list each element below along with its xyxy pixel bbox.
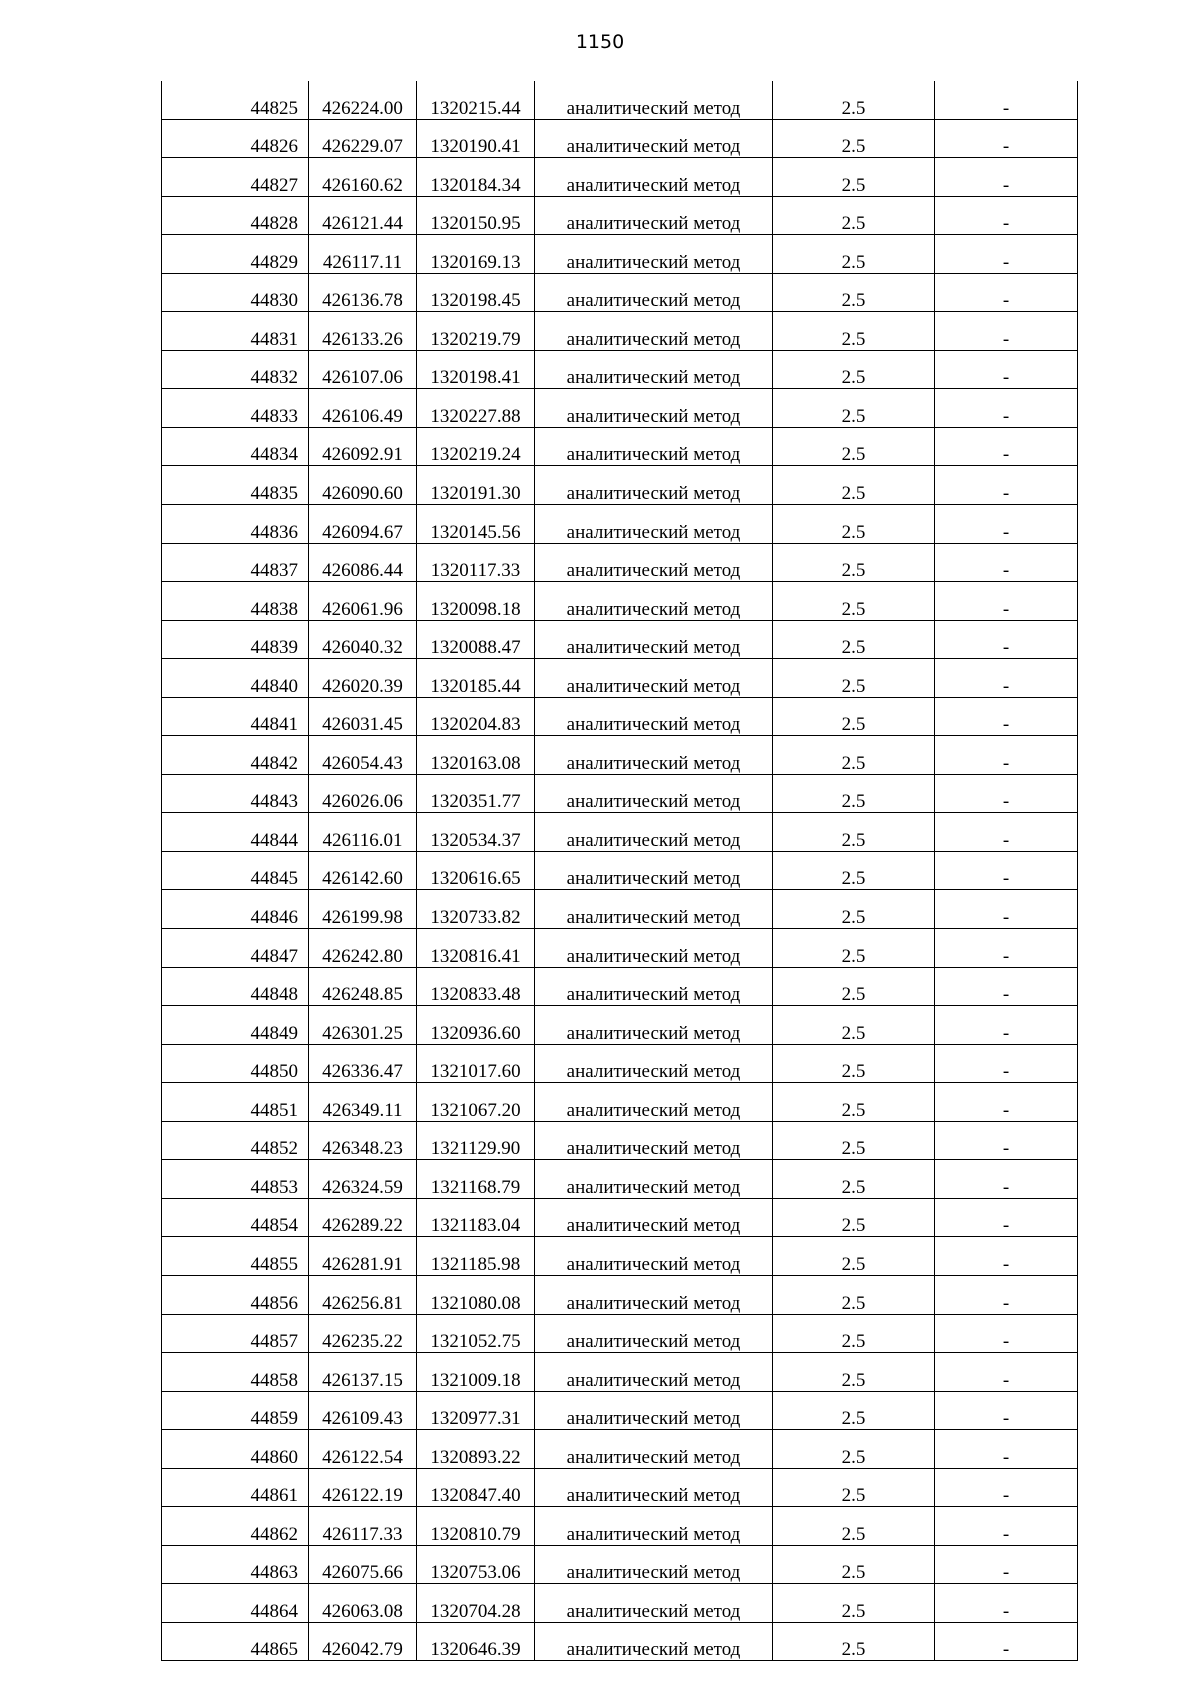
method-cell: аналитический метод [535,1006,773,1045]
point-number-cell: 44863 [162,1545,309,1584]
method-cell: аналитический метод [535,427,773,466]
point-number-cell: 44840 [162,659,309,698]
y-coordinate-cell: 1320198.45 [417,273,535,312]
x-coordinate-cell: 426142.60 [309,851,417,890]
method-cell: аналитический метод [535,890,773,929]
point-number-cell: 44829 [162,235,309,274]
point-number-cell: 44841 [162,697,309,736]
x-coordinate-cell: 426092.91 [309,427,417,466]
accuracy-cell: 2.5 [773,466,935,505]
point-number-cell: 44864 [162,1584,309,1623]
table-row [162,851,1078,890]
y-coordinate-cell: 1320204.83 [417,697,535,736]
point-number-cell: 44845 [162,851,309,890]
note-cell: - [935,659,1078,698]
x-coordinate-cell: 426248.85 [309,967,417,1006]
table-row [162,813,1078,852]
x-coordinate-cell: 426137.15 [309,1353,417,1392]
table-row [162,119,1078,158]
y-coordinate-cell: 1320219.79 [417,312,535,351]
accuracy-cell: 2.5 [773,1353,935,1392]
accuracy-cell: 2.5 [773,158,935,197]
point-number-cell: 44855 [162,1237,309,1276]
point-number-cell: 44825 [162,81,309,119]
accuracy-cell: 2.5 [773,1121,935,1160]
y-coordinate-cell: 1320088.47 [417,620,535,659]
point-number-cell: 44836 [162,505,309,544]
note-cell: - [935,929,1078,968]
y-coordinate-cell: 1320163.08 [417,736,535,775]
y-coordinate-cell: 1320753.06 [417,1545,535,1584]
point-number-cell: 44858 [162,1353,309,1392]
accuracy-cell: 2.5 [773,273,935,312]
y-coordinate-cell: 1321017.60 [417,1044,535,1083]
method-cell: аналитический метод [535,1237,773,1276]
x-coordinate-cell: 426075.66 [309,1545,417,1584]
table-row [162,620,1078,659]
y-coordinate-cell: 1320351.77 [417,774,535,813]
note-cell: - [935,312,1078,351]
method-cell: аналитический метод [535,582,773,621]
note-cell: - [935,851,1078,890]
table-row [162,736,1078,775]
method-cell: аналитический метод [535,1468,773,1507]
note-cell: - [935,1507,1078,1546]
method-cell: аналитический метод [535,81,773,119]
x-coordinate-cell: 426160.62 [309,158,417,197]
point-number-cell: 44861 [162,1468,309,1507]
y-coordinate-cell: 1321067.20 [417,1083,535,1122]
point-number-cell: 44851 [162,1083,309,1122]
y-coordinate-cell: 1321080.08 [417,1275,535,1314]
method-cell: аналитический метод [535,196,773,235]
note-cell: - [935,1314,1078,1353]
y-coordinate-cell: 1320704.28 [417,1584,535,1623]
note-cell: - [935,119,1078,158]
table-row [162,659,1078,698]
table-row [162,1430,1078,1469]
y-coordinate-cell: 1320733.82 [417,890,535,929]
x-coordinate-cell: 426289.22 [309,1198,417,1237]
y-coordinate-cell: 1320098.18 [417,582,535,621]
x-coordinate-cell: 426348.23 [309,1121,417,1160]
method-cell: аналитический метод [535,774,773,813]
accuracy-cell: 2.5 [773,119,935,158]
note-cell: - [935,505,1078,544]
table-row [162,1314,1078,1353]
note-cell: - [935,774,1078,813]
accuracy-cell: 2.5 [773,1507,935,1546]
x-coordinate-cell: 426242.80 [309,929,417,968]
x-coordinate-cell: 426349.11 [309,1083,417,1122]
x-coordinate-cell: 426061.96 [309,582,417,621]
y-coordinate-cell: 1321052.75 [417,1314,535,1353]
x-coordinate-cell: 426235.22 [309,1314,417,1353]
table-row [162,582,1078,621]
y-coordinate-cell: 1321129.90 [417,1121,535,1160]
y-coordinate-cell: 1320893.22 [417,1430,535,1469]
table-row [162,505,1078,544]
table-row [162,196,1078,235]
y-coordinate-cell: 1320616.65 [417,851,535,890]
table-row [162,543,1078,582]
y-coordinate-cell: 1321168.79 [417,1160,535,1199]
x-coordinate-cell: 426224.00 [309,81,417,119]
page-number: 1150 [575,31,625,53]
y-coordinate-cell: 1321185.98 [417,1237,535,1276]
point-number-cell: 44844 [162,813,309,852]
method-cell: аналитический метод [535,1121,773,1160]
note-cell: - [935,81,1078,119]
y-coordinate-cell: 1320191.30 [417,466,535,505]
note-cell: - [935,1468,1078,1507]
accuracy-cell: 2.5 [773,1275,935,1314]
point-number-cell: 44843 [162,774,309,813]
table-row [162,1121,1078,1160]
method-cell: аналитический метод [535,312,773,351]
method-cell: аналитический метод [535,119,773,158]
accuracy-cell: 2.5 [773,427,935,466]
note-cell: - [935,466,1078,505]
note-cell: - [935,273,1078,312]
method-cell: аналитический метод [535,1275,773,1314]
note-cell: - [935,389,1078,428]
method-cell: аналитический метод [535,697,773,736]
table-row [162,1006,1078,1045]
table-row [162,1545,1078,1584]
note-cell: - [935,582,1078,621]
accuracy-cell: 2.5 [773,81,935,119]
x-coordinate-cell: 426117.11 [309,235,417,274]
y-coordinate-cell: 1320117.33 [417,543,535,582]
table-row [162,427,1078,466]
table-row [162,1391,1078,1430]
y-coordinate-cell: 1320215.44 [417,81,535,119]
accuracy-cell: 2.5 [773,543,935,582]
point-number-cell: 44831 [162,312,309,351]
point-number-cell: 44832 [162,350,309,389]
x-coordinate-cell: 426117.33 [309,1507,417,1546]
accuracy-cell: 2.5 [773,196,935,235]
accuracy-cell: 2.5 [773,620,935,659]
table-row [162,890,1078,929]
method-cell: аналитический метод [535,967,773,1006]
table-row [162,1198,1078,1237]
note-cell: - [935,196,1078,235]
accuracy-cell: 2.5 [773,1006,935,1045]
note-cell: - [935,890,1078,929]
accuracy-cell: 2.5 [773,1622,935,1661]
y-coordinate-cell: 1320847.40 [417,1468,535,1507]
point-number-cell: 44856 [162,1275,309,1314]
method-cell: аналитический метод [535,929,773,968]
note-cell: - [935,1198,1078,1237]
y-coordinate-cell: 1320646.39 [417,1622,535,1661]
table-row [162,1353,1078,1392]
method-cell: аналитический метод [535,1314,773,1353]
accuracy-cell: 2.5 [773,851,935,890]
x-coordinate-cell: 426063.08 [309,1584,417,1623]
accuracy-cell: 2.5 [773,235,935,274]
table-row [162,350,1078,389]
y-coordinate-cell: 1320833.48 [417,967,535,1006]
accuracy-cell: 2.5 [773,929,935,968]
point-number-cell: 44826 [162,119,309,158]
method-cell: аналитический метод [535,1198,773,1237]
x-coordinate-cell: 426106.49 [309,389,417,428]
y-coordinate-cell: 1320977.31 [417,1391,535,1430]
y-coordinate-cell: 1320816.41 [417,929,535,968]
y-coordinate-cell: 1320936.60 [417,1006,535,1045]
point-number-cell: 44828 [162,196,309,235]
note-cell: - [935,235,1078,274]
table-row [162,1044,1078,1083]
x-coordinate-cell: 426107.06 [309,350,417,389]
table-row [162,1083,1078,1122]
x-coordinate-cell: 426301.25 [309,1006,417,1045]
accuracy-cell: 2.5 [773,582,935,621]
y-coordinate-cell: 1320169.13 [417,235,535,274]
table-row [162,273,1078,312]
table-row [162,774,1078,813]
x-coordinate-cell: 426336.47 [309,1044,417,1083]
note-cell: - [935,736,1078,775]
y-coordinate-cell: 1320534.37 [417,813,535,852]
x-coordinate-cell: 426133.26 [309,312,417,351]
note-cell: - [935,1237,1078,1276]
note-cell: - [935,620,1078,659]
y-coordinate-cell: 1321183.04 [417,1198,535,1237]
table-row [162,1160,1078,1199]
point-number-cell: 44838 [162,582,309,621]
table-row [162,81,1078,119]
table-row [162,466,1078,505]
accuracy-cell: 2.5 [773,1430,935,1469]
note-cell: - [935,1160,1078,1199]
note-cell: - [935,427,1078,466]
point-number-cell: 44853 [162,1160,309,1199]
method-cell: аналитический метод [535,1430,773,1469]
method-cell: аналитический метод [535,389,773,428]
accuracy-cell: 2.5 [773,1391,935,1430]
table-row [162,697,1078,736]
note-cell: - [935,967,1078,1006]
table-row [162,1468,1078,1507]
y-coordinate-cell: 1320227.88 [417,389,535,428]
accuracy-cell: 2.5 [773,736,935,775]
x-coordinate-cell: 426090.60 [309,466,417,505]
x-coordinate-cell: 426324.59 [309,1160,417,1199]
accuracy-cell: 2.5 [773,389,935,428]
method-cell: аналитический метод [535,1507,773,1546]
x-coordinate-cell: 426086.44 [309,543,417,582]
accuracy-cell: 2.5 [773,659,935,698]
method-cell: аналитический метод [535,1083,773,1122]
method-cell: аналитический метод [535,505,773,544]
point-number-cell: 44846 [162,890,309,929]
method-cell: аналитический метод [535,158,773,197]
method-cell: аналитический метод [535,273,773,312]
note-cell: - [935,1275,1078,1314]
note-cell: - [935,543,1078,582]
point-number-cell: 44852 [162,1121,309,1160]
accuracy-cell: 2.5 [773,890,935,929]
note-cell: - [935,1083,1078,1122]
method-cell: аналитический метод [535,736,773,775]
point-number-cell: 44827 [162,158,309,197]
method-cell: аналитический метод [535,1044,773,1083]
accuracy-cell: 2.5 [773,505,935,544]
y-coordinate-cell: 1320198.41 [417,350,535,389]
method-cell: аналитический метод [535,620,773,659]
method-cell: аналитический метод [535,350,773,389]
method-cell: аналитический метод [535,851,773,890]
accuracy-cell: 2.5 [773,813,935,852]
table-row [162,1584,1078,1623]
x-coordinate-cell: 426020.39 [309,659,417,698]
y-coordinate-cell: 1320810.79 [417,1507,535,1546]
x-coordinate-cell: 426109.43 [309,1391,417,1430]
accuracy-cell: 2.5 [773,1083,935,1122]
method-cell: аналитический метод [535,1622,773,1661]
y-coordinate-cell: 1320185.44 [417,659,535,698]
note-cell: - [935,1006,1078,1045]
table-row [162,1622,1078,1661]
method-cell: аналитический метод [535,1584,773,1623]
note-cell: - [935,1430,1078,1469]
accuracy-cell: 2.5 [773,1545,935,1584]
point-number-cell: 44857 [162,1314,309,1353]
table-row [162,158,1078,197]
note-cell: - [935,813,1078,852]
method-cell: аналитический метод [535,466,773,505]
table-body [162,81,1078,1661]
y-coordinate-cell: 1320219.24 [417,427,535,466]
note-cell: - [935,1121,1078,1160]
x-coordinate-cell: 426229.07 [309,119,417,158]
method-cell: аналитический метод [535,235,773,274]
note-cell: - [935,1545,1078,1584]
method-cell: аналитический метод [535,543,773,582]
x-coordinate-cell: 426116.01 [309,813,417,852]
point-number-cell: 44842 [162,736,309,775]
note-cell: - [935,1584,1078,1623]
point-number-cell: 44862 [162,1507,309,1546]
accuracy-cell: 2.5 [773,697,935,736]
accuracy-cell: 2.5 [773,1044,935,1083]
point-number-cell: 44865 [162,1622,309,1661]
point-number-cell: 44837 [162,543,309,582]
x-coordinate-cell: 426054.43 [309,736,417,775]
method-cell: аналитический метод [535,1391,773,1430]
accuracy-cell: 2.5 [773,1314,935,1353]
x-coordinate-cell: 426031.45 [309,697,417,736]
table-row [162,929,1078,968]
point-number-cell: 44859 [162,1391,309,1430]
x-coordinate-cell: 426199.98 [309,890,417,929]
accuracy-cell: 2.5 [773,967,935,1006]
table-row [162,312,1078,351]
accuracy-cell: 2.5 [773,774,935,813]
accuracy-cell: 2.5 [773,1584,935,1623]
point-number-cell: 44847 [162,929,309,968]
point-number-cell: 44839 [162,620,309,659]
point-number-cell: 44860 [162,1430,309,1469]
x-coordinate-cell: 426094.67 [309,505,417,544]
accuracy-cell: 2.5 [773,1160,935,1199]
x-coordinate-cell: 426040.32 [309,620,417,659]
y-coordinate-cell: 1320184.34 [417,158,535,197]
point-number-cell: 44854 [162,1198,309,1237]
point-number-cell: 44834 [162,427,309,466]
coordinates-table [161,81,1078,1661]
accuracy-cell: 2.5 [773,1237,935,1276]
note-cell: - [935,1353,1078,1392]
point-number-cell: 44848 [162,967,309,1006]
accuracy-cell: 2.5 [773,312,935,351]
method-cell: аналитический метод [535,813,773,852]
x-coordinate-cell: 426256.81 [309,1275,417,1314]
x-coordinate-cell: 426122.54 [309,1430,417,1469]
table-row [162,389,1078,428]
table-row [162,1275,1078,1314]
x-coordinate-cell: 426136.78 [309,273,417,312]
x-coordinate-cell: 426122.19 [309,1468,417,1507]
accuracy-cell: 2.5 [773,350,935,389]
point-number-cell: 44830 [162,273,309,312]
y-coordinate-cell: 1321009.18 [417,1353,535,1392]
note-cell: - [935,350,1078,389]
note-cell: - [935,1391,1078,1430]
table-row [162,1507,1078,1546]
note-cell: - [935,158,1078,197]
y-coordinate-cell: 1320150.95 [417,196,535,235]
accuracy-cell: 2.5 [773,1468,935,1507]
y-coordinate-cell: 1320190.41 [417,119,535,158]
x-coordinate-cell: 426042.79 [309,1622,417,1661]
table-row [162,235,1078,274]
x-coordinate-cell: 426026.06 [309,774,417,813]
method-cell: аналитический метод [535,1353,773,1392]
table-row [162,1237,1078,1276]
method-cell: аналитический метод [535,659,773,698]
method-cell: аналитический метод [535,1160,773,1199]
note-cell: - [935,697,1078,736]
table-row [162,967,1078,1006]
point-number-cell: 44833 [162,389,309,428]
point-number-cell: 44849 [162,1006,309,1045]
note-cell: - [935,1622,1078,1661]
x-coordinate-cell: 426281.91 [309,1237,417,1276]
note-cell: - [935,1044,1078,1083]
x-coordinate-cell: 426121.44 [309,196,417,235]
point-number-cell: 44850 [162,1044,309,1083]
accuracy-cell: 2.5 [773,1198,935,1237]
y-coordinate-cell: 1320145.56 [417,505,535,544]
point-number-cell: 44835 [162,466,309,505]
method-cell: аналитический метод [535,1545,773,1584]
